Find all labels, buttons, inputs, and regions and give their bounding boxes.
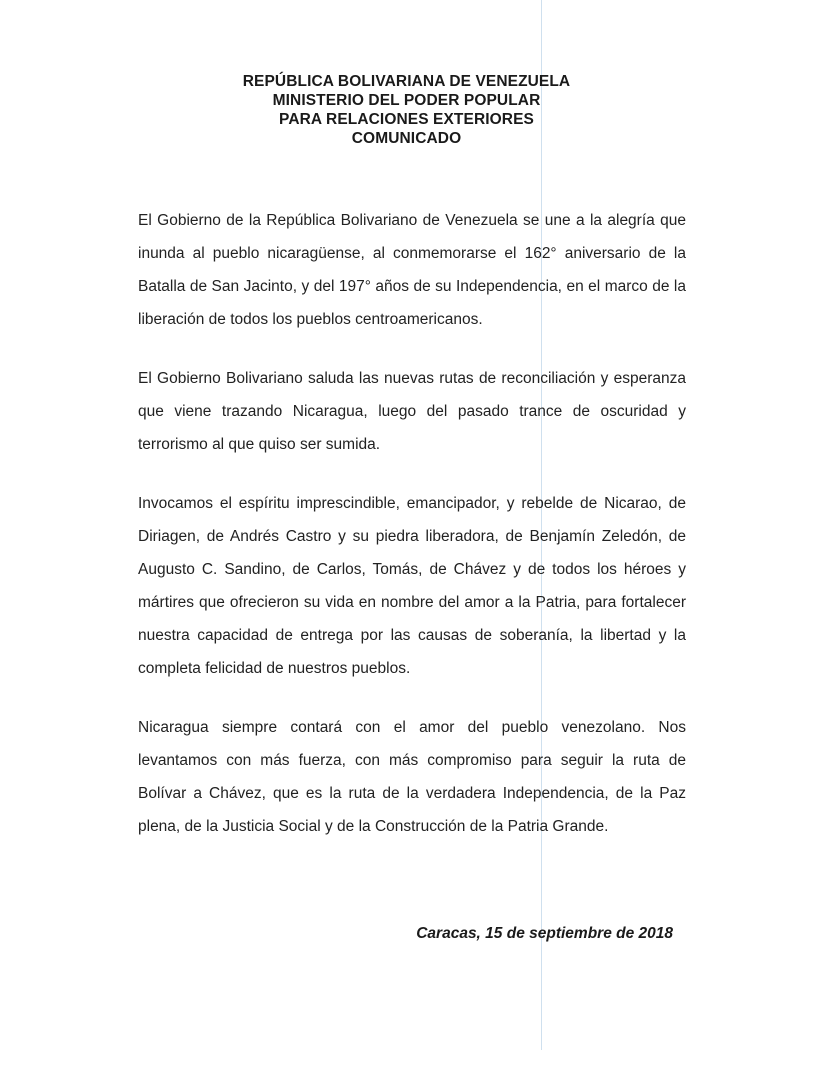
paragraph-3: Invocamos el espíritu imprescindible, emancipador, y rebelde de Nicarao, de Diriagen, de Andrés Castro y su piedra liberadora, de Benjamín Zeledón, de Augusto C. Sandino, de Carlos, Tomás, de Chávez y de todos los héroes y mártires que ofrecieron su vida en nombre del amor a la Patria, para fortalecer nuestra capacidad de entrega por las causas de soberanía, la libertad y la completa felicidad de nuestros pueblos. xyxy=(138,495,686,677)
header-ministry: MINISTERIO DEL PODER POPULAR xyxy=(272,92,541,109)
document-body xyxy=(138,204,686,869)
place-date-signoff: Caracas, 15 de septiembre de 2018 xyxy=(416,925,673,942)
header-ministry-area: PARA RELACIONES EXTERIORES xyxy=(279,111,534,128)
paragraph-2: El Gobierno Bolivariano saluda las nuevas rutas de reconciliación y esperanza que viene trazando Nicaragua, luego del pasado trance de oscuridad y terrorismo al que quiso ser sumida. xyxy=(138,370,686,453)
paragraph-1: El Gobierno de la República Bolivariano de Venezuela se une a la alegría que inunda al pueblo nicaragüense, al conmemorarse el 162° aniversario de la Batalla de San Jacinto, y del 197° años de su Independencia, en el marco de la liberación de todos los pueblos centroamericanos. xyxy=(138,212,686,328)
paragraph-4: Nicaragua siempre contará con el amor del pueblo venezolano. Nos levantamos con más fuerza, con más compromiso para seguir la ruta de Bolívar a Chávez, que es la ruta de la verdadera Independencia, de la Paz plena, de la Justicia Social y de la Construcción de la Patria Grande. xyxy=(138,719,686,835)
document-header xyxy=(0,72,819,148)
header-country: REPÚBLICA BOLIVARIANA DE VENEZUELA xyxy=(242,73,571,90)
header-document-type: COMUNICADO xyxy=(351,130,462,147)
